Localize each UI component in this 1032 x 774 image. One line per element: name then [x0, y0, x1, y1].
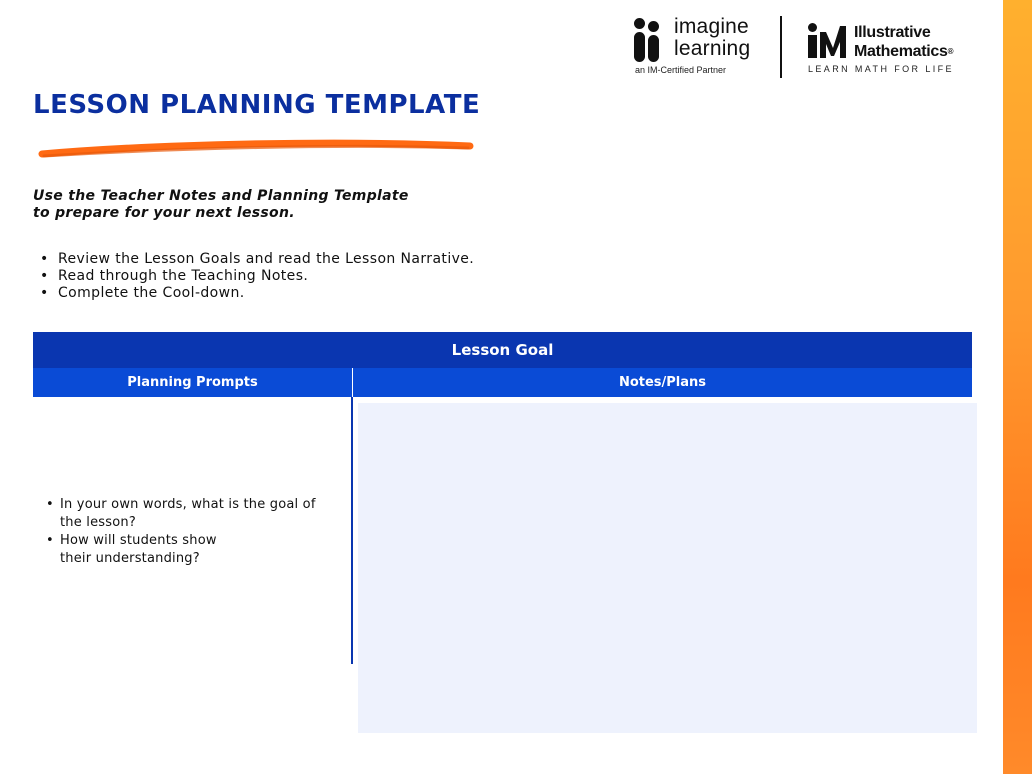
partner-logos — [630, 14, 975, 80]
logo-divider — [780, 16, 782, 78]
intro-line-2: to prepare for your next lesson. — [33, 205, 295, 221]
instruction-list — [38, 251, 474, 302]
prompt-item: • In your own words, what is the goal of the lesson? — [44, 496, 344, 532]
list-item: • Review the Lesson Goals and read the Lesson Narrative. — [38, 251, 474, 268]
planning-prompts-list — [44, 496, 344, 568]
column-divider — [351, 397, 353, 664]
decorative-side-stripe — [1003, 0, 1032, 774]
imagine-learning-wordmark: imagine learning — [674, 15, 751, 60]
list-item: • Complete the Cool-down. — [38, 285, 474, 302]
illustrative-math-wordmark: Illustrative Mathematics® — [854, 24, 954, 60]
intro-instruction — [33, 188, 409, 222]
prompt-item: • How will students show their understanding? — [44, 532, 344, 568]
intro-line-1: Use the Teacher Notes and Planning Template — [33, 188, 409, 204]
illustrative-math-logo-icon — [804, 22, 848, 62]
page-title: LESSON PLANNING TEMPLATE — [33, 90, 481, 120]
imagine-learning-tagline: an IM-Certified Partner — [635, 65, 727, 75]
imagine-learning-logo-icon — [634, 18, 666, 62]
lesson-goal-header: Lesson Goal — [33, 332, 972, 368]
orange-swoosh-underline — [38, 136, 478, 162]
list-item: • Read through the Teaching Notes. — [38, 268, 474, 285]
illustrative-math-tagline: LEARN MATH FOR LIFE — [808, 64, 954, 74]
notes-plans-input-area[interactable] — [358, 403, 977, 733]
notes-plans-header: Notes/Plans — [353, 368, 972, 397]
planning-prompts-header: Planning Prompts — [33, 368, 352, 397]
